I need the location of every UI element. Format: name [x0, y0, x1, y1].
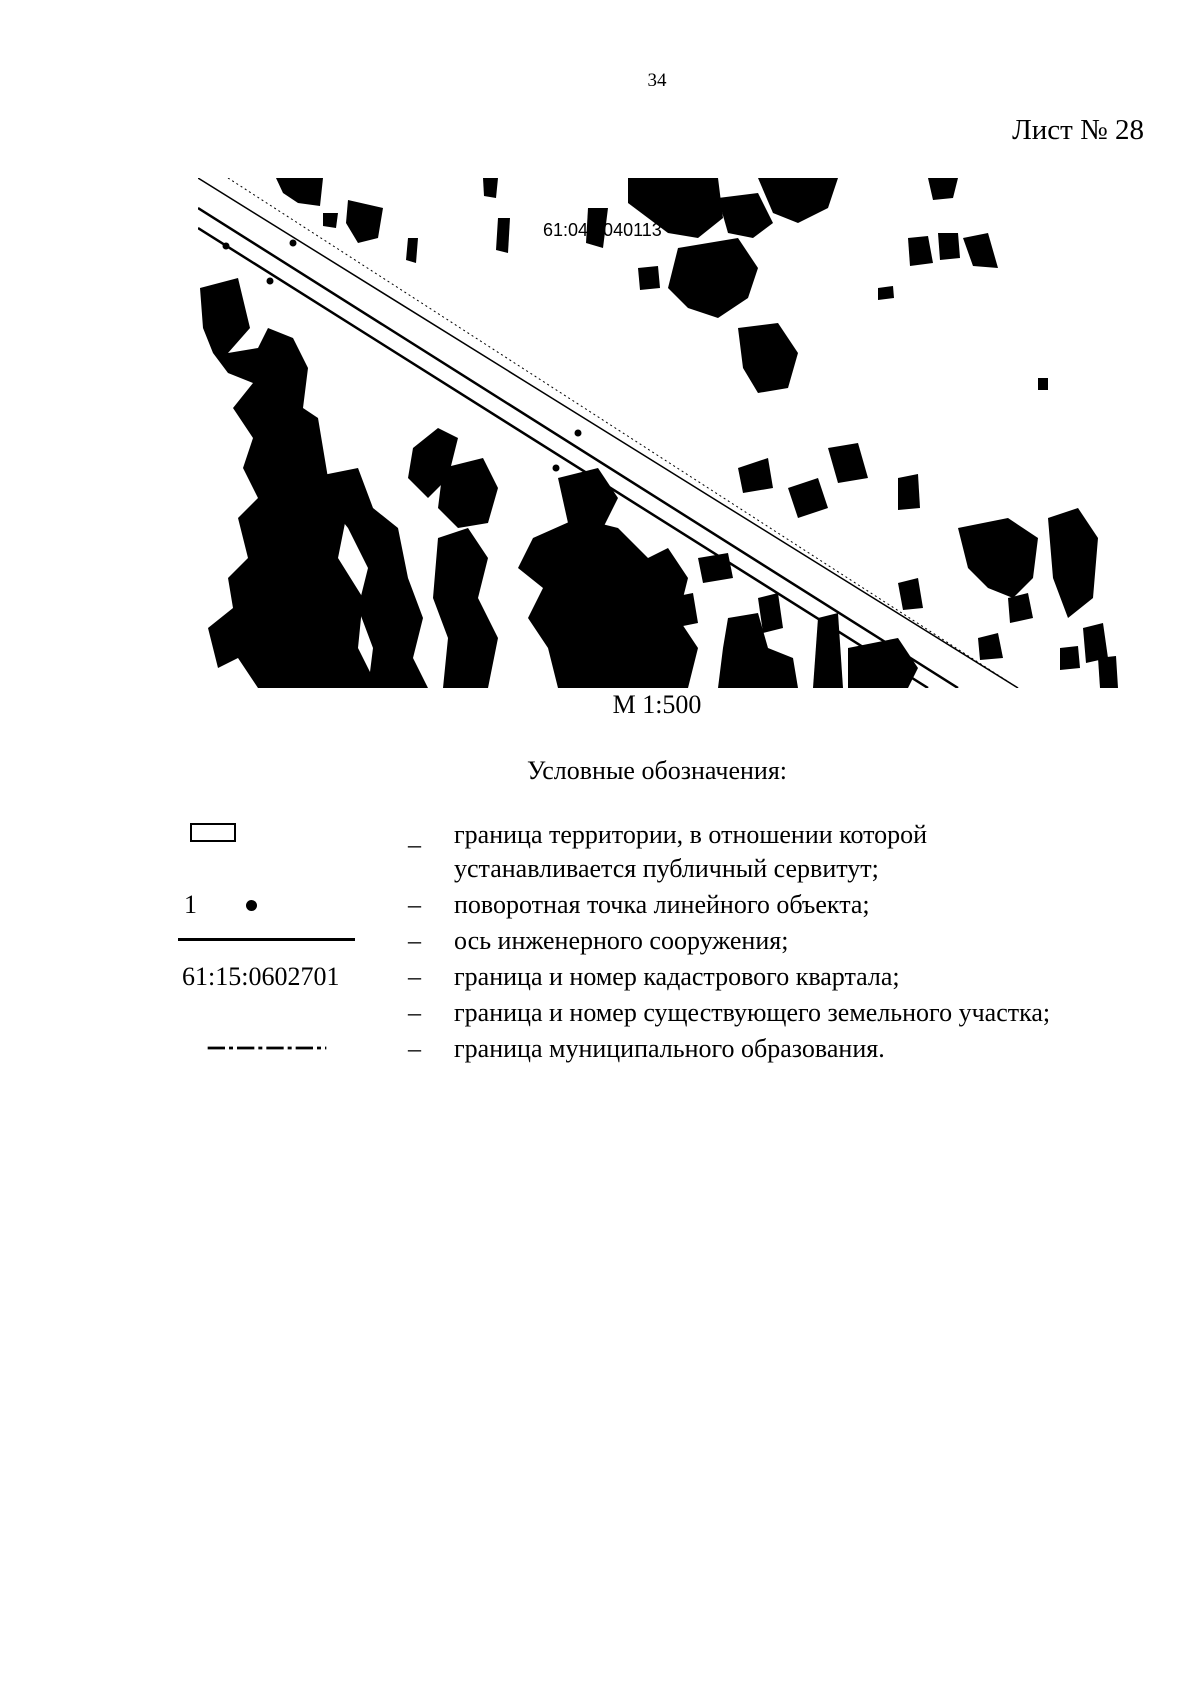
legend-item-structure-axis	[178, 924, 1178, 960]
solid-line-icon	[178, 938, 355, 941]
dash-dot-line-icon	[178, 1046, 356, 1050]
legend-text: граница муниципального образования.	[454, 1034, 885, 1063]
legend-dash: –	[408, 1034, 421, 1063]
legend-item-servitude-boundary	[178, 818, 1178, 888]
map-graphic	[198, 178, 1118, 688]
legend-dash: –	[408, 890, 421, 919]
cadastral-quarter-label: 61:04:0040113	[543, 220, 662, 240]
legend-item-municipal-boundary	[178, 1032, 1178, 1068]
turning-point-symbol	[178, 888, 356, 922]
legend-title: Условные обозначения:	[526, 756, 788, 785]
point-number: 1	[184, 890, 197, 919]
solid-line-symbol	[178, 924, 356, 958]
legend	[178, 818, 1178, 1068]
legend-text: граница и номер кадастрового квартала;	[454, 962, 900, 991]
page-number: 34	[647, 70, 667, 91]
legend-dash: –	[408, 926, 421, 955]
map-image	[198, 178, 1118, 688]
map-scale: М 1:500	[612, 690, 702, 719]
cadastral-code-symbol	[178, 960, 356, 994]
rectangle-icon	[190, 823, 236, 842]
legend-dash: –	[408, 962, 421, 991]
dash-dot-line-symbol	[178, 1032, 356, 1066]
cadastral-code: 61:15:0602701	[182, 962, 340, 991]
point-dot-icon	[246, 900, 257, 911]
legend-dash: –	[408, 998, 421, 1027]
legend-text: граница и номер существующего земельного участка;	[454, 998, 1051, 1027]
legend-item-turning-point	[178, 888, 1178, 924]
legend-text: поворотная точка линейного объекта;	[454, 890, 870, 919]
legend-item-land-plot	[178, 996, 1178, 1032]
legend-item-cadastral-quarter	[178, 960, 1178, 996]
legend-text: ось инженерного сооружения;	[454, 926, 789, 955]
legend-dash: –	[408, 830, 421, 859]
boundary-rectangle-symbol	[178, 818, 356, 852]
legend-text: граница территории, в отношении которой устанавливается публичный сервитут;	[454, 820, 928, 883]
empty-symbol	[178, 996, 356, 1030]
sheet-title: Лист № 28	[1012, 114, 1144, 146]
